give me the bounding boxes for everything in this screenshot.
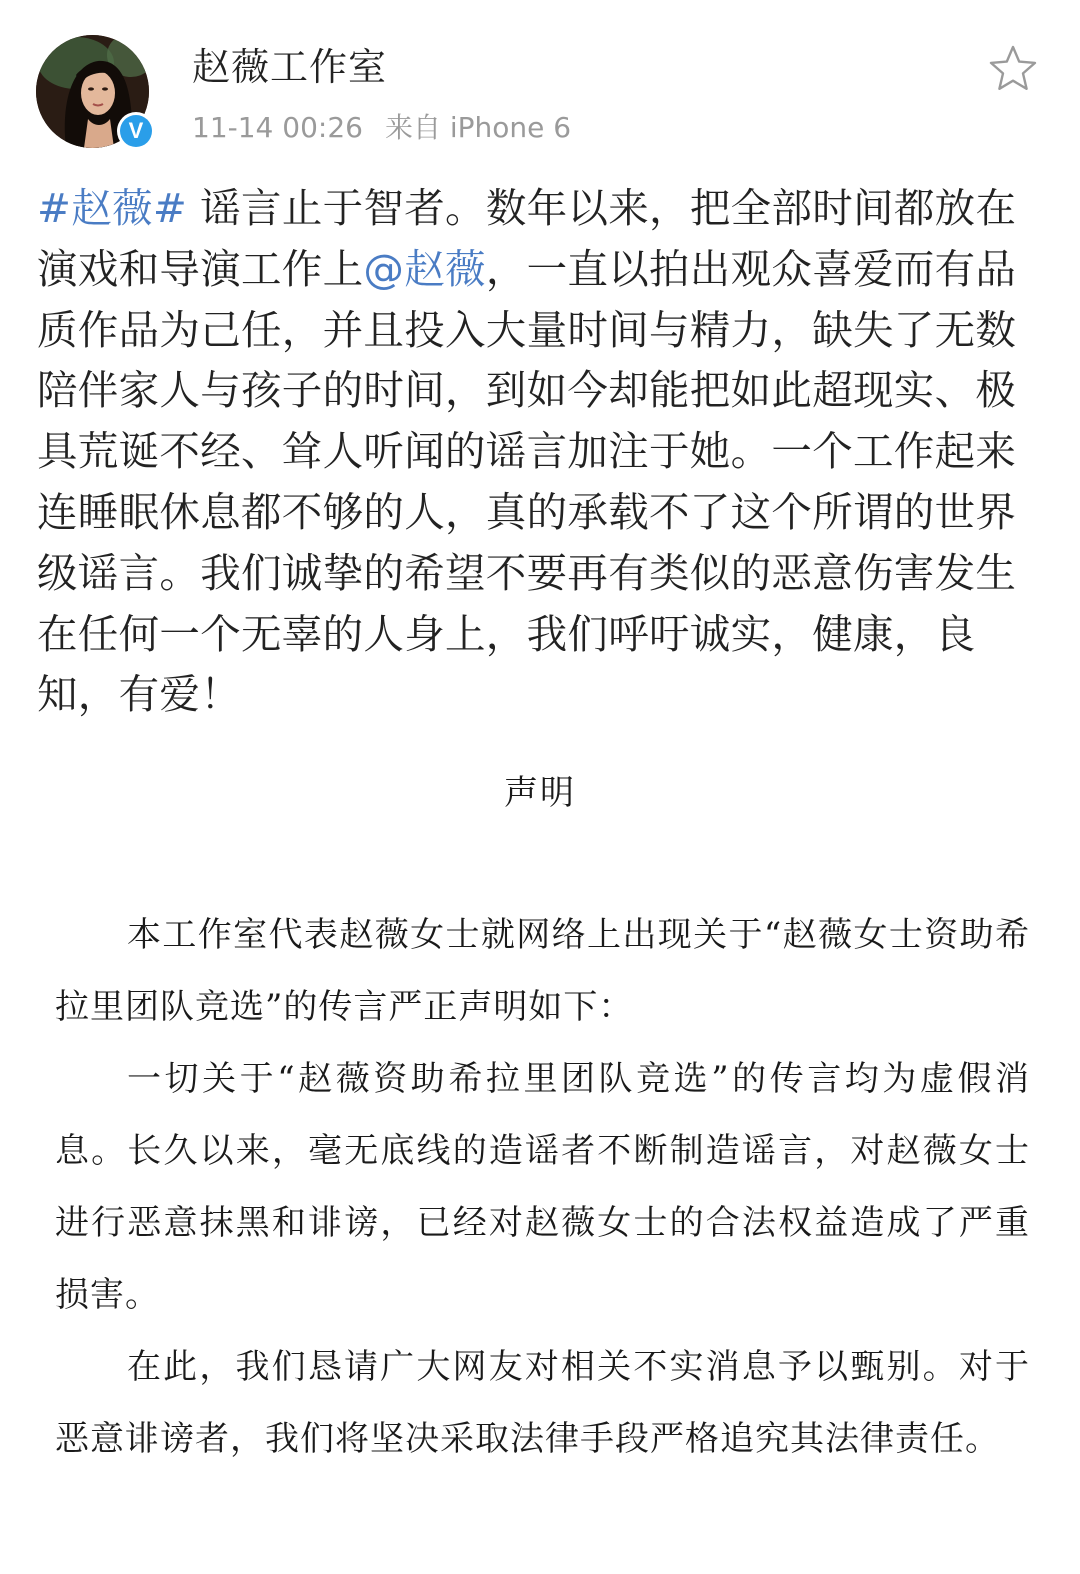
verified-badge-label: V [120,115,152,147]
post-source: 来自 iPhone 6 [384,111,572,144]
post-timestamp: 11-14 00:26 [192,111,363,144]
post-text-part-1: 谣言止于智者。数年以来，把全部时间都放在演戏和导演工作上 [37,184,1017,293]
post-body [37,178,1047,725]
favorite-star-icon[interactable] [988,44,1038,94]
hashtag-link[interactable]: #赵薇# [37,184,188,232]
mention-link[interactable]: @赵薇 [363,244,486,293]
statement-paragraph-2: 一切关于“赵薇资助希拉里团队竞选”的传言均为虚假消息。长久以来，毫无底线的造谣者不断制造谣言，对赵薇女士进行恶意抹黑和诽谤，已经对赵薇女士的合法权益造成了严重损害。 [55,1059,1030,1315]
verified-badge-icon [117,112,155,150]
statement-image[interactable] [0,745,1080,1574]
author-name[interactable]: 赵薇工作室 [192,45,388,89]
post-meta [192,106,571,146]
post-text-part-2: ，一直以拍出观众喜爱而有品质作品为己任，并且投入大量时间与精力，缺失了无数陪伴家人与孩子的时间，到如今却能把如此超现实、极具荒诞不经、耸人听闻的谣言加注于她。一个工作起来连睡眠休息都不够的人，真的承载不了这个所谓的世界级谣言。我们诚挚的希望不要再有类似的恶意伤害发生在任何一个无辜的人身上，我们呼吁诚实，健康，良知，有爱！ [37,244,1017,719]
statement-title: 声明 [504,773,576,813]
statement-paragraph-3: 在此，我们恳请广大网友对相关不实消息予以甄别。对于恶意诽谤者，我们将坚决采取法律手段严格追究其法律责任。 [55,1347,1030,1459]
statement-paragraph-1: 本工作室代表赵薇女士就网络上出现关于“赵薇女士资助希拉里团队竞选”的传言严正声明如下： [55,915,1030,1027]
post-header [0,0,1080,165]
